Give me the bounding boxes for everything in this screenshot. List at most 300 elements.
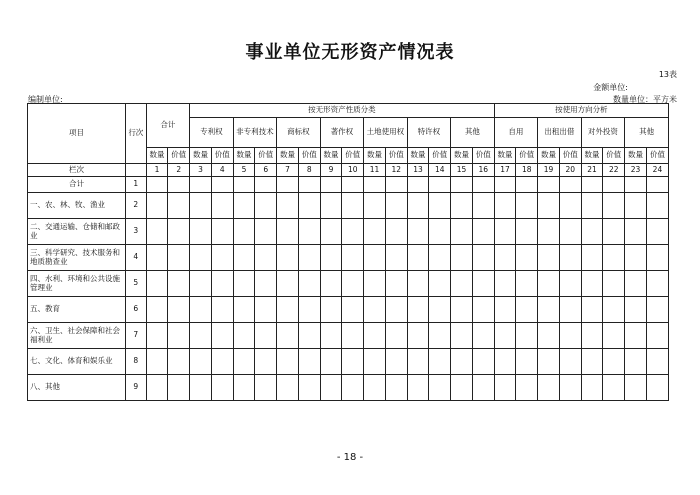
data-cell xyxy=(625,349,647,375)
data-cell xyxy=(451,375,473,401)
data-cell xyxy=(472,349,494,375)
header-nature-category: 其他 xyxy=(451,118,495,148)
data-cell xyxy=(559,375,581,401)
header-value: 价值 xyxy=(211,148,233,164)
data-cell xyxy=(342,245,364,271)
table-row xyxy=(28,271,669,297)
column-number: 17 xyxy=(494,164,516,177)
column-number: 1 xyxy=(146,164,168,177)
data-cell xyxy=(407,219,429,245)
row-label: 三、科学研究、技术服务和地质勘查业 xyxy=(28,245,126,271)
data-cell xyxy=(342,271,364,297)
header-value: 价值 xyxy=(298,148,320,164)
data-cell xyxy=(429,271,451,297)
data-cell xyxy=(364,271,386,297)
row-label: 四、水利、环境和公共设施管理业 xyxy=(28,271,126,297)
data-cell xyxy=(364,177,386,193)
data-cell xyxy=(625,245,647,271)
table-row xyxy=(28,245,669,271)
data-cell xyxy=(277,349,299,375)
data-cell xyxy=(451,245,473,271)
data-cell xyxy=(168,245,190,271)
data-cell xyxy=(211,219,233,245)
data-cell xyxy=(538,193,560,219)
header-value: 价值 xyxy=(385,148,407,164)
table-row xyxy=(28,323,669,349)
data-cell xyxy=(625,193,647,219)
data-cell xyxy=(233,323,255,349)
data-cell xyxy=(146,271,168,297)
data-cell xyxy=(342,177,364,193)
header-by-nature: 按无形资产性质分类 xyxy=(190,104,495,118)
column-number: 6 xyxy=(255,164,277,177)
data-cell xyxy=(255,375,277,401)
row-number: 2 xyxy=(126,193,147,219)
data-cell xyxy=(320,219,342,245)
data-cell xyxy=(494,349,516,375)
data-cell xyxy=(559,349,581,375)
data-cell xyxy=(494,375,516,401)
data-cell xyxy=(190,375,212,401)
column-number: 2 xyxy=(168,164,190,177)
data-cell xyxy=(494,219,516,245)
data-cell xyxy=(603,177,625,193)
data-cell xyxy=(407,177,429,193)
row-number: 4 xyxy=(126,245,147,271)
data-cell xyxy=(385,177,407,193)
data-cell xyxy=(233,193,255,219)
header-quantity: 数量 xyxy=(320,148,342,164)
data-cell xyxy=(407,375,429,401)
data-cell xyxy=(603,193,625,219)
data-cell xyxy=(494,323,516,349)
form-number: 13表 xyxy=(658,70,677,79)
intangible-assets-table xyxy=(27,103,669,401)
data-cell xyxy=(451,193,473,219)
column-index-label: 栏次 xyxy=(28,164,126,177)
row-label: 六、卫生、社会保障和社会福利业 xyxy=(28,323,126,349)
data-cell xyxy=(451,297,473,323)
data-cell xyxy=(364,245,386,271)
data-cell xyxy=(255,323,277,349)
data-cell xyxy=(472,297,494,323)
header-item: 项目 xyxy=(28,104,126,164)
data-cell xyxy=(451,323,473,349)
data-cell xyxy=(516,297,538,323)
table-row xyxy=(28,219,669,245)
data-cell xyxy=(451,177,473,193)
data-cell xyxy=(407,271,429,297)
data-cell xyxy=(516,177,538,193)
data-cell xyxy=(516,193,538,219)
data-cell xyxy=(211,177,233,193)
column-number: 4 xyxy=(211,164,233,177)
header-quantity: 数量 xyxy=(407,148,429,164)
data-cell xyxy=(559,245,581,271)
header-value: 价值 xyxy=(429,148,451,164)
data-cell xyxy=(385,271,407,297)
column-number: 15 xyxy=(451,164,473,177)
data-cell xyxy=(233,271,255,297)
data-cell xyxy=(559,271,581,297)
column-number: 22 xyxy=(603,164,625,177)
data-cell xyxy=(320,271,342,297)
data-cell xyxy=(429,193,451,219)
data-cell xyxy=(407,193,429,219)
data-cell xyxy=(146,349,168,375)
data-cell xyxy=(603,245,625,271)
data-cell xyxy=(494,245,516,271)
row-number: 5 xyxy=(126,271,147,297)
data-cell xyxy=(538,245,560,271)
data-cell xyxy=(277,245,299,271)
column-index-blank xyxy=(126,164,147,177)
data-cell xyxy=(277,323,299,349)
data-cell xyxy=(146,193,168,219)
data-cell xyxy=(320,349,342,375)
data-cell xyxy=(342,349,364,375)
data-cell xyxy=(581,193,603,219)
data-cell xyxy=(603,219,625,245)
column-number: 19 xyxy=(538,164,560,177)
data-cell xyxy=(538,177,560,193)
data-cell xyxy=(559,193,581,219)
data-cell xyxy=(168,193,190,219)
row-label: 合计 xyxy=(28,177,126,193)
header-nature-category: 土地使用权 xyxy=(364,118,408,148)
data-cell xyxy=(168,297,190,323)
header-quantity: 数量 xyxy=(277,148,299,164)
table-row xyxy=(28,164,669,177)
data-cell xyxy=(277,297,299,323)
header-value: 价值 xyxy=(646,148,668,164)
data-cell xyxy=(190,297,212,323)
header-by-use: 按使用方向分析 xyxy=(494,104,668,118)
data-cell xyxy=(646,323,668,349)
data-cell xyxy=(320,245,342,271)
column-number: 18 xyxy=(516,164,538,177)
data-cell xyxy=(168,219,190,245)
header-quantity: 数量 xyxy=(364,148,386,164)
data-cell xyxy=(364,193,386,219)
row-number: 6 xyxy=(126,297,147,323)
column-number: 3 xyxy=(190,164,212,177)
data-cell xyxy=(538,219,560,245)
data-cell xyxy=(168,323,190,349)
data-cell xyxy=(233,375,255,401)
data-cell xyxy=(255,219,277,245)
data-cell xyxy=(625,177,647,193)
data-cell xyxy=(277,271,299,297)
data-cell xyxy=(494,297,516,323)
data-cell xyxy=(364,219,386,245)
data-cell xyxy=(364,323,386,349)
data-cell xyxy=(146,219,168,245)
data-cell xyxy=(646,193,668,219)
data-cell xyxy=(255,193,277,219)
header-value: 价值 xyxy=(168,148,190,164)
data-cell xyxy=(298,297,320,323)
data-cell xyxy=(603,349,625,375)
data-cell xyxy=(168,375,190,401)
row-label: 二、交通运输、仓储和邮政业 xyxy=(28,219,126,245)
header-quantity: 数量 xyxy=(538,148,560,164)
data-cell xyxy=(451,219,473,245)
data-cell xyxy=(342,219,364,245)
header-quantity: 数量 xyxy=(233,148,255,164)
data-cell xyxy=(211,193,233,219)
header-quantity: 数量 xyxy=(190,148,212,164)
table-row xyxy=(28,193,669,219)
header-value: 价值 xyxy=(255,148,277,164)
row-label: 五、教育 xyxy=(28,297,126,323)
column-number: 12 xyxy=(385,164,407,177)
column-number: 7 xyxy=(277,164,299,177)
column-number: 13 xyxy=(407,164,429,177)
header-value: 价值 xyxy=(472,148,494,164)
data-cell xyxy=(603,323,625,349)
data-cell xyxy=(298,193,320,219)
data-cell xyxy=(451,349,473,375)
table-row xyxy=(28,375,669,401)
data-cell xyxy=(646,219,668,245)
data-cell xyxy=(146,323,168,349)
data-cell xyxy=(407,245,429,271)
row-number: 1 xyxy=(126,177,147,193)
data-cell xyxy=(190,245,212,271)
data-cell xyxy=(342,193,364,219)
table-row xyxy=(28,297,669,323)
column-number: 23 xyxy=(625,164,647,177)
data-cell xyxy=(429,323,451,349)
data-cell xyxy=(364,375,386,401)
header-use-category: 出租出借 xyxy=(538,118,582,148)
data-cell xyxy=(320,375,342,401)
header-use-category: 对外投资 xyxy=(581,118,625,148)
header-value: 价值 xyxy=(516,148,538,164)
quantity-unit-label: 数量单位：平方米 xyxy=(613,95,677,104)
data-cell xyxy=(168,349,190,375)
data-cell xyxy=(168,177,190,193)
data-cell xyxy=(385,375,407,401)
row-number: 7 xyxy=(126,323,147,349)
data-cell xyxy=(385,349,407,375)
data-cell xyxy=(494,177,516,193)
header-quantity: 数量 xyxy=(451,148,473,164)
data-cell xyxy=(581,323,603,349)
data-cell xyxy=(146,245,168,271)
header-use-category: 自用 xyxy=(494,118,538,148)
data-cell xyxy=(559,219,581,245)
data-cell xyxy=(472,193,494,219)
data-cell xyxy=(233,177,255,193)
data-cell xyxy=(364,297,386,323)
data-cell xyxy=(581,375,603,401)
data-cell xyxy=(516,271,538,297)
data-cell xyxy=(320,323,342,349)
page-number: - 18 - xyxy=(336,452,364,463)
data-cell xyxy=(277,177,299,193)
data-cell xyxy=(255,245,277,271)
data-cell xyxy=(211,349,233,375)
data-cell xyxy=(320,193,342,219)
data-cell xyxy=(342,323,364,349)
data-cell xyxy=(211,271,233,297)
data-cell xyxy=(516,245,538,271)
table-row xyxy=(28,177,669,193)
data-cell xyxy=(603,297,625,323)
data-cell xyxy=(472,245,494,271)
data-cell xyxy=(581,219,603,245)
column-number: 5 xyxy=(233,164,255,177)
column-number: 24 xyxy=(646,164,668,177)
data-cell xyxy=(559,297,581,323)
data-cell xyxy=(298,323,320,349)
data-cell xyxy=(342,297,364,323)
data-cell xyxy=(472,375,494,401)
table-row xyxy=(28,349,669,375)
header-nature-category: 著作权 xyxy=(320,118,364,148)
table-row xyxy=(28,104,669,118)
data-cell xyxy=(451,271,473,297)
data-cell xyxy=(472,323,494,349)
data-cell xyxy=(625,271,647,297)
header-nature-category: 特许权 xyxy=(407,118,451,148)
header-nature-category: 商标权 xyxy=(277,118,321,148)
row-label: 八、其他 xyxy=(28,375,126,401)
data-cell xyxy=(146,375,168,401)
data-cell xyxy=(429,375,451,401)
data-cell xyxy=(298,271,320,297)
data-cell xyxy=(472,219,494,245)
data-cell xyxy=(277,193,299,219)
data-cell xyxy=(298,219,320,245)
data-cell xyxy=(298,245,320,271)
page-title: 事业单位无形资产情况表 xyxy=(245,42,455,63)
header-quantity: 数量 xyxy=(581,148,603,164)
column-number: 11 xyxy=(364,164,386,177)
data-cell xyxy=(494,193,516,219)
compiler-label: 编制单位: xyxy=(28,95,63,104)
data-cell xyxy=(646,271,668,297)
data-cell xyxy=(494,271,516,297)
data-cell xyxy=(385,323,407,349)
data-cell xyxy=(407,297,429,323)
data-cell xyxy=(233,297,255,323)
column-number: 14 xyxy=(429,164,451,177)
data-cell xyxy=(277,375,299,401)
header-value: 价值 xyxy=(342,148,364,164)
header-nature-category: 非专利技术 xyxy=(233,118,277,148)
data-cell xyxy=(625,323,647,349)
column-number: 9 xyxy=(320,164,342,177)
data-cell xyxy=(559,323,581,349)
row-label: 一、农、林、牧、渔业 xyxy=(28,193,126,219)
column-number: 8 xyxy=(298,164,320,177)
data-cell xyxy=(190,323,212,349)
column-number: 16 xyxy=(472,164,494,177)
data-cell xyxy=(429,177,451,193)
data-cell xyxy=(190,219,212,245)
header-quantity: 数量 xyxy=(146,148,168,164)
data-cell xyxy=(646,375,668,401)
header-value: 价值 xyxy=(559,148,581,164)
data-cell xyxy=(646,245,668,271)
data-cell xyxy=(603,271,625,297)
header-use-category: 其他 xyxy=(625,118,669,148)
data-cell xyxy=(646,349,668,375)
data-cell xyxy=(538,271,560,297)
data-cell xyxy=(407,323,429,349)
header-quantity: 数量 xyxy=(625,148,647,164)
data-cell xyxy=(429,349,451,375)
data-cell xyxy=(581,297,603,323)
data-cell xyxy=(211,245,233,271)
data-cell xyxy=(211,375,233,401)
data-cell xyxy=(211,323,233,349)
data-cell xyxy=(472,177,494,193)
data-cell xyxy=(538,297,560,323)
data-cell xyxy=(190,193,212,219)
data-cell xyxy=(385,219,407,245)
data-cell xyxy=(320,177,342,193)
data-cell xyxy=(646,177,668,193)
data-cell xyxy=(320,297,342,323)
row-label: 七、文化、体育和娱乐业 xyxy=(28,349,126,375)
data-cell xyxy=(277,219,299,245)
data-cell xyxy=(516,219,538,245)
amount-unit-label: 金额单位: xyxy=(593,83,628,92)
data-cell xyxy=(168,271,190,297)
data-cell xyxy=(190,177,212,193)
data-cell xyxy=(559,177,581,193)
data-cell xyxy=(429,245,451,271)
data-cell xyxy=(190,271,212,297)
data-cell xyxy=(581,177,603,193)
data-cell xyxy=(516,323,538,349)
data-cell xyxy=(298,177,320,193)
data-cell xyxy=(255,271,277,297)
data-cell xyxy=(646,297,668,323)
data-cell xyxy=(625,375,647,401)
data-cell xyxy=(385,245,407,271)
data-cell xyxy=(385,297,407,323)
data-cell xyxy=(538,375,560,401)
data-cell xyxy=(429,297,451,323)
header-quantity: 数量 xyxy=(494,148,516,164)
data-cell xyxy=(581,271,603,297)
header-nature-category: 专利权 xyxy=(190,118,234,148)
data-cell xyxy=(342,375,364,401)
data-cell xyxy=(233,349,255,375)
data-cell xyxy=(233,245,255,271)
data-cell xyxy=(364,349,386,375)
data-cell xyxy=(255,177,277,193)
data-cell xyxy=(581,245,603,271)
data-cell xyxy=(429,219,451,245)
column-number: 21 xyxy=(581,164,603,177)
data-cell xyxy=(255,349,277,375)
data-cell xyxy=(255,297,277,323)
data-cell xyxy=(407,349,429,375)
data-cell xyxy=(190,349,212,375)
column-number: 20 xyxy=(559,164,581,177)
data-cell xyxy=(385,193,407,219)
data-cell xyxy=(603,375,625,401)
data-cell xyxy=(625,297,647,323)
column-number: 10 xyxy=(342,164,364,177)
header-row-no: 行次 xyxy=(126,104,147,164)
